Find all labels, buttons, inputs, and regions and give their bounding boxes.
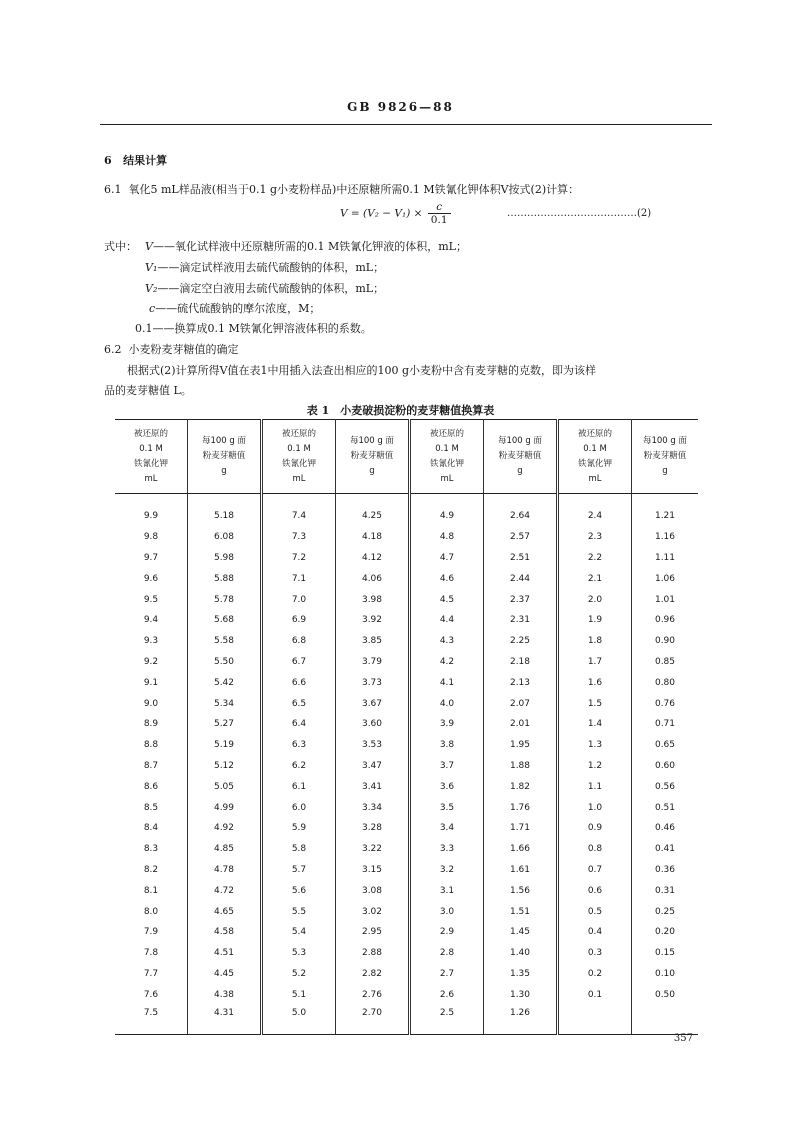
cell-maltose: 0.85 bbox=[654, 656, 676, 667]
cell-maltose: 4.31 bbox=[188, 1005, 262, 1035]
where-description: 硫代硫酸钠的摩尔浓度，M； bbox=[177, 302, 321, 315]
cell-volume: 1.3 bbox=[558, 735, 632, 756]
formula-lhs: V = (V₂ − V₁) × bbox=[340, 207, 423, 220]
table-row bbox=[115, 776, 698, 797]
formula-2 bbox=[340, 201, 451, 226]
cell-volume: 2.4 bbox=[558, 494, 632, 527]
where-description: 换算成0.1 M铁氰化钾溶液体积的系数。 bbox=[174, 322, 372, 335]
cell-volume: 7.3 bbox=[262, 527, 336, 548]
cell-volume: 8.4 bbox=[115, 818, 188, 839]
cell-volume: 7.9 bbox=[115, 922, 188, 943]
cell-volume: 0.4 bbox=[558, 922, 632, 943]
cell-maltose: 3.28 bbox=[336, 818, 410, 839]
cell-volume: 3.2 bbox=[410, 860, 484, 881]
cell-maltose: 4.65 bbox=[188, 901, 262, 922]
cell-maltose: 0.10 bbox=[654, 968, 676, 979]
cell-maltose: 4.51 bbox=[188, 943, 262, 964]
cell-volume: 3.5 bbox=[410, 797, 484, 818]
cell-volume: 1.4 bbox=[558, 714, 632, 735]
cell-volume: 9.5 bbox=[115, 589, 188, 610]
table-row bbox=[115, 901, 698, 922]
cell-volume: 3.7 bbox=[410, 756, 484, 777]
cell-maltose: 4.25 bbox=[336, 494, 410, 527]
cell-volume: 8.5 bbox=[115, 797, 188, 818]
table-caption: 表 1 小麦破损淀粉的麦芽糖值换算表 bbox=[306, 404, 495, 417]
cell-volume: 4.9 bbox=[410, 494, 484, 527]
where-item bbox=[149, 300, 320, 316]
table-row bbox=[115, 494, 698, 527]
cell-volume: 2.8 bbox=[410, 943, 484, 964]
cell-maltose: 5.68 bbox=[188, 610, 262, 631]
cell-maltose: 0.31 bbox=[654, 885, 676, 896]
cell-maltose: 2.13 bbox=[484, 672, 558, 693]
cell-volume: 1.2 bbox=[558, 756, 632, 777]
table-row bbox=[115, 589, 698, 610]
cell-maltose: 1.01 bbox=[654, 594, 676, 605]
where-description: 氧化试样液中还原糖所需的0.1 M铁氰化钾液的体积，mL； bbox=[174, 240, 467, 253]
where-intro: 式中： bbox=[104, 240, 137, 253]
cell-volume: 4.8 bbox=[410, 527, 484, 548]
clause-6-2-heading bbox=[104, 341, 239, 357]
table-row bbox=[115, 839, 698, 860]
cell-volume: 0.3 bbox=[558, 943, 632, 964]
cell-volume: 6.9 bbox=[262, 610, 336, 631]
clause-6-1-number: 6.1 bbox=[104, 183, 122, 196]
cell-volume: 9.3 bbox=[115, 631, 188, 652]
cell-maltose: 1.95 bbox=[484, 735, 558, 756]
cell-volume: 5.4 bbox=[262, 922, 336, 943]
cell-maltose: 0.71 bbox=[654, 719, 676, 730]
cell-maltose: 2.44 bbox=[484, 568, 558, 589]
cell-volume: 1.1 bbox=[558, 776, 632, 797]
cell-volume: 2.1 bbox=[558, 568, 632, 589]
cell-maltose: 1.51 bbox=[484, 901, 558, 922]
cell-volume: 0.1 bbox=[558, 984, 632, 1005]
cell-volume: 6.4 bbox=[262, 714, 336, 735]
cell-maltose: 3.98 bbox=[336, 589, 410, 610]
cell-maltose: 5.12 bbox=[188, 756, 262, 777]
cell-maltose: 2.51 bbox=[484, 548, 558, 569]
cell-volume: 1.8 bbox=[558, 631, 632, 652]
cell-volume: 4.5 bbox=[410, 589, 484, 610]
cell-volume: 0.9 bbox=[558, 818, 632, 839]
cell-maltose: 1.88 bbox=[484, 756, 558, 777]
clause-6-1-text: 氧化5 mL样品液(相当于0.1 g小麦粉样品)中还原糖所需0.1 M铁氰化钾体积V按式(2)计算： bbox=[128, 183, 580, 196]
table-row bbox=[115, 527, 698, 548]
cell-maltose: 2.25 bbox=[484, 631, 558, 652]
table-row bbox=[115, 652, 698, 673]
table-row bbox=[115, 818, 698, 839]
cell-maltose: 0.90 bbox=[654, 636, 676, 647]
where-item bbox=[145, 259, 384, 275]
cell-maltose: 2.57 bbox=[484, 527, 558, 548]
cell-maltose: 1.06 bbox=[654, 573, 676, 584]
header-maltose: 每100 g 面 粉麦芽糖值 g bbox=[336, 420, 410, 494]
clause-6-2-title: 小麦粉麦芽糖值的确定 bbox=[128, 343, 239, 356]
cell-maltose: 5.05 bbox=[188, 776, 262, 797]
cell-volume: 1.5 bbox=[558, 693, 632, 714]
cell-maltose: 3.41 bbox=[336, 776, 410, 797]
cell-maltose: 2.31 bbox=[484, 610, 558, 631]
cell-volume: 6.8 bbox=[262, 631, 336, 652]
cell-maltose: 3.92 bbox=[336, 610, 410, 631]
cell-maltose: 3.60 bbox=[336, 714, 410, 735]
header-volume: 被还原的 0.1 M 铁氰化钾 mL bbox=[115, 420, 188, 494]
cell-maltose: 1.82 bbox=[484, 776, 558, 797]
header-volume: 被还原的 0.1 M 铁氰化钾 mL bbox=[558, 420, 632, 494]
cell-volume: 6.1 bbox=[262, 776, 336, 797]
cell-maltose: 4.92 bbox=[188, 818, 262, 839]
cell-maltose: 4.18 bbox=[336, 527, 410, 548]
cell-volume: 7.4 bbox=[262, 494, 336, 527]
table-row bbox=[115, 693, 698, 714]
clause-6-2-paragraph-line1: 根据式(2)计算所得V值在表1中用插入法查出相应的100 g小麦粉中含有麦芽糖的克数，即为该样 bbox=[127, 364, 597, 377]
cell-volume: 5.1 bbox=[262, 984, 336, 1005]
cell-maltose: 1.11 bbox=[654, 552, 676, 563]
where-symbol: c—— bbox=[149, 302, 178, 315]
cell-maltose: 1.61 bbox=[484, 860, 558, 881]
cell-maltose: 3.79 bbox=[336, 652, 410, 673]
cell-maltose: 4.85 bbox=[188, 839, 262, 860]
cell-maltose: 1.56 bbox=[484, 880, 558, 901]
cell-volume: 2.5 bbox=[410, 1005, 484, 1035]
cell-volume: 8.8 bbox=[115, 735, 188, 756]
table-row bbox=[115, 797, 698, 818]
cell-maltose: 5.78 bbox=[188, 589, 262, 610]
cell-volume: 4.2 bbox=[410, 652, 484, 673]
cell-maltose: 3.53 bbox=[336, 735, 410, 756]
cell-maltose: 6.08 bbox=[188, 527, 262, 548]
cell-maltose: 2.64 bbox=[484, 494, 558, 527]
cell-volume: 8.1 bbox=[115, 880, 188, 901]
cell-maltose: 2.95 bbox=[336, 922, 410, 943]
table-row bbox=[115, 548, 698, 569]
cell-volume: 5.5 bbox=[262, 901, 336, 922]
table-row bbox=[115, 860, 698, 881]
formula-numerator: c bbox=[428, 201, 451, 214]
cell-volume: 9.1 bbox=[115, 672, 188, 693]
cell-maltose: 3.08 bbox=[336, 880, 410, 901]
where-symbol: V₁—— bbox=[145, 261, 180, 274]
cell-volume: 2.3 bbox=[558, 527, 632, 548]
cell-maltose: 2.70 bbox=[336, 1005, 410, 1035]
cell-volume: 3.9 bbox=[410, 714, 484, 735]
cell-volume: 0.7 bbox=[558, 860, 632, 881]
where-item bbox=[135, 320, 372, 336]
section-6-number: 6 bbox=[104, 154, 112, 167]
cell-maltose: 2.76 bbox=[336, 984, 410, 1005]
table-row bbox=[115, 1005, 698, 1035]
cell-volume: 6.0 bbox=[262, 797, 336, 818]
cell-volume: 1.0 bbox=[558, 797, 632, 818]
section-6-title: 结果计算 bbox=[123, 154, 168, 167]
where-item bbox=[145, 280, 384, 296]
cell-volume: 4.3 bbox=[410, 631, 484, 652]
cell-maltose bbox=[632, 1005, 699, 1035]
cell-maltose: 2.01 bbox=[484, 714, 558, 735]
where-symbol: 0.1—— bbox=[135, 322, 175, 335]
cell-volume: 8.6 bbox=[115, 776, 188, 797]
cell-volume: 1.7 bbox=[558, 652, 632, 673]
cell-volume: 8.9 bbox=[115, 714, 188, 735]
cell-volume: 6.6 bbox=[262, 672, 336, 693]
cell-maltose: 0.20 bbox=[654, 927, 676, 938]
cell-maltose: 0.76 bbox=[654, 698, 676, 709]
table-row bbox=[115, 943, 698, 964]
cell-maltose: 0.60 bbox=[654, 760, 676, 771]
cell-maltose: 2.88 bbox=[336, 943, 410, 964]
document-header: GB 9826—88 bbox=[347, 100, 454, 114]
clause-6-2-paragraph-line2: 品的麦芽糖值 L。 bbox=[104, 384, 192, 397]
cell-volume: 4.7 bbox=[410, 548, 484, 569]
cell-volume: 8.3 bbox=[115, 839, 188, 860]
cell-volume: 9.0 bbox=[115, 693, 188, 714]
formula-denominator: 0.1 bbox=[430, 214, 448, 226]
cell-maltose: 1.40 bbox=[484, 943, 558, 964]
cell-volume: 3.6 bbox=[410, 776, 484, 797]
cell-maltose: 1.76 bbox=[484, 797, 558, 818]
cell-maltose: 3.02 bbox=[336, 901, 410, 922]
cell-volume bbox=[558, 1005, 632, 1035]
cell-maltose: 5.88 bbox=[188, 568, 262, 589]
cell-volume: 2.2 bbox=[558, 548, 632, 569]
cell-maltose: 1.30 bbox=[484, 984, 558, 1005]
cell-maltose: 1.45 bbox=[484, 922, 558, 943]
header-maltose: 每100 g 面 粉麦芽糖值 g bbox=[484, 420, 558, 494]
where-description: 滴定试样液用去硫代硫酸钠的体积，mL； bbox=[179, 261, 385, 274]
cell-volume: 2.6 bbox=[410, 984, 484, 1005]
cell-maltose: 3.73 bbox=[336, 672, 410, 693]
cell-volume: 5.2 bbox=[262, 964, 336, 985]
cell-volume: 7.5 bbox=[115, 1005, 188, 1035]
cell-maltose: 1.16 bbox=[654, 532, 676, 543]
table-row bbox=[115, 610, 698, 631]
cell-volume: 5.3 bbox=[262, 943, 336, 964]
where-symbol: V₂—— bbox=[145, 282, 180, 295]
cell-volume: 0.8 bbox=[558, 839, 632, 860]
page-number: 357 bbox=[673, 1033, 693, 1044]
cell-volume: 4.1 bbox=[410, 672, 484, 693]
cell-maltose: 3.47 bbox=[336, 756, 410, 777]
cell-volume: 2.0 bbox=[558, 589, 632, 610]
where-symbol: V—— bbox=[145, 240, 175, 253]
header-maltose: 每100 g 面 粉麦芽糖值 g bbox=[632, 420, 699, 494]
table-row bbox=[115, 880, 698, 901]
cell-maltose: 1.21 bbox=[654, 511, 676, 522]
cell-volume: 9.2 bbox=[115, 652, 188, 673]
cell-maltose: 3.15 bbox=[336, 860, 410, 881]
cell-maltose: 3.67 bbox=[336, 693, 410, 714]
cell-volume: 3.0 bbox=[410, 901, 484, 922]
cell-maltose: 0.36 bbox=[654, 864, 676, 875]
cell-maltose: 5.42 bbox=[188, 672, 262, 693]
cell-volume: 9.6 bbox=[115, 568, 188, 589]
cell-maltose: 2.37 bbox=[484, 589, 558, 610]
cell-volume: 2.7 bbox=[410, 964, 484, 985]
cell-maltose: 4.78 bbox=[188, 860, 262, 881]
cell-volume: 9.9 bbox=[115, 494, 188, 527]
table-row bbox=[115, 631, 698, 652]
cell-volume: 5.9 bbox=[262, 818, 336, 839]
cell-volume: 0.2 bbox=[558, 964, 632, 985]
table-row bbox=[115, 568, 698, 589]
cell-maltose: 1.26 bbox=[484, 1005, 558, 1035]
cell-volume: 9.7 bbox=[115, 548, 188, 569]
cell-volume: 7.7 bbox=[115, 964, 188, 985]
table-row bbox=[115, 756, 698, 777]
cell-maltose: 5.98 bbox=[188, 548, 262, 569]
cell-volume: 0.5 bbox=[558, 901, 632, 922]
cell-maltose: 5.50 bbox=[188, 652, 262, 673]
cell-volume: 1.9 bbox=[558, 610, 632, 631]
cell-maltose: 2.82 bbox=[336, 964, 410, 985]
cell-volume: 7.2 bbox=[262, 548, 336, 569]
cell-volume: 9.4 bbox=[115, 610, 188, 631]
cell-volume: 6.2 bbox=[262, 756, 336, 777]
cell-maltose: 2.07 bbox=[484, 693, 558, 714]
where-description: 滴定空白液用去硫代硫酸钠的体积，mL； bbox=[179, 282, 385, 295]
formula-fraction bbox=[428, 201, 451, 226]
cell-volume: 6.7 bbox=[262, 652, 336, 673]
cell-maltose: 5.58 bbox=[188, 631, 262, 652]
cell-maltose: 2.18 bbox=[484, 652, 558, 673]
cell-volume: 7.6 bbox=[115, 984, 188, 1005]
cell-volume: 5.7 bbox=[262, 860, 336, 881]
cell-volume: 5.6 bbox=[262, 880, 336, 901]
where-item bbox=[145, 238, 467, 254]
table-header-row bbox=[115, 420, 698, 494]
cell-volume: 0.6 bbox=[558, 880, 632, 901]
cell-volume: 7.0 bbox=[262, 589, 336, 610]
table-row bbox=[115, 922, 698, 943]
section-6-heading bbox=[104, 152, 167, 168]
cell-maltose: 0.56 bbox=[654, 781, 676, 792]
cell-volume: 4.0 bbox=[410, 693, 484, 714]
cell-volume: 4.6 bbox=[410, 568, 484, 589]
cell-maltose: 0.80 bbox=[654, 677, 676, 688]
table-row bbox=[115, 714, 698, 735]
table-row bbox=[115, 672, 698, 693]
cell-maltose: 5.19 bbox=[188, 735, 262, 756]
cell-volume: 6.5 bbox=[262, 693, 336, 714]
cell-maltose: 3.34 bbox=[336, 797, 410, 818]
cell-volume: 3.3 bbox=[410, 839, 484, 860]
cell-maltose: 4.06 bbox=[336, 568, 410, 589]
cell-maltose: 0.51 bbox=[654, 802, 676, 813]
cell-maltose: 0.65 bbox=[654, 740, 676, 751]
clause-6-2-number: 6.2 bbox=[104, 343, 122, 356]
cell-volume: 4.4 bbox=[410, 610, 484, 631]
cell-maltose: 4.72 bbox=[188, 880, 262, 901]
cell-maltose: 5.27 bbox=[188, 714, 262, 735]
table-row bbox=[115, 735, 698, 756]
header-rule bbox=[100, 124, 712, 125]
cell-maltose: 0.25 bbox=[654, 906, 676, 917]
cell-maltose: 0.15 bbox=[654, 948, 676, 959]
cell-volume: 8.2 bbox=[115, 860, 188, 881]
cell-volume: 3.1 bbox=[410, 880, 484, 901]
cell-volume: 8.7 bbox=[115, 756, 188, 777]
clause-6-1 bbox=[104, 181, 579, 197]
cell-maltose: 0.41 bbox=[654, 844, 676, 855]
cell-maltose: 0.50 bbox=[654, 989, 676, 1000]
cell-maltose: 3.22 bbox=[336, 839, 410, 860]
cell-maltose: 1.71 bbox=[484, 818, 558, 839]
maltose-conversion-table bbox=[115, 419, 698, 1035]
cell-volume: 3.4 bbox=[410, 818, 484, 839]
cell-volume: 7.1 bbox=[262, 568, 336, 589]
cell-volume: 3.8 bbox=[410, 735, 484, 756]
table-row bbox=[115, 964, 698, 985]
cell-maltose: 4.38 bbox=[188, 984, 262, 1005]
cell-maltose: 3.85 bbox=[336, 631, 410, 652]
cell-volume: 1.6 bbox=[558, 672, 632, 693]
header-maltose: 每100 g 面 粉麦芽糖值 g bbox=[188, 420, 262, 494]
cell-volume: 5.8 bbox=[262, 839, 336, 860]
table-body bbox=[115, 494, 698, 1035]
cell-maltose: 1.66 bbox=[484, 839, 558, 860]
cell-volume: 8.0 bbox=[115, 901, 188, 922]
cell-maltose: 4.12 bbox=[336, 548, 410, 569]
cell-maltose: 1.35 bbox=[484, 964, 558, 985]
cell-maltose: 5.18 bbox=[188, 494, 262, 527]
cell-volume: 2.9 bbox=[410, 922, 484, 943]
cell-maltose: 0.96 bbox=[654, 615, 676, 626]
header-volume: 被还原的 0.1 M 铁氰化钾 mL bbox=[410, 420, 484, 494]
header-volume: 被还原的 0.1 M 铁氰化钾 mL bbox=[262, 420, 336, 494]
cell-volume: 7.8 bbox=[115, 943, 188, 964]
table-row bbox=[115, 984, 698, 1005]
cell-maltose: 4.58 bbox=[188, 922, 262, 943]
cell-maltose: 4.45 bbox=[188, 964, 262, 985]
cell-volume: 5.0 bbox=[262, 1005, 336, 1035]
cell-maltose: 0.46 bbox=[654, 823, 676, 834]
cell-volume: 9.8 bbox=[115, 527, 188, 548]
formula-tag: …………………………………(2) bbox=[507, 208, 652, 219]
cell-volume: 6.3 bbox=[262, 735, 336, 756]
cell-maltose: 4.99 bbox=[188, 797, 262, 818]
cell-maltose: 5.34 bbox=[188, 693, 262, 714]
